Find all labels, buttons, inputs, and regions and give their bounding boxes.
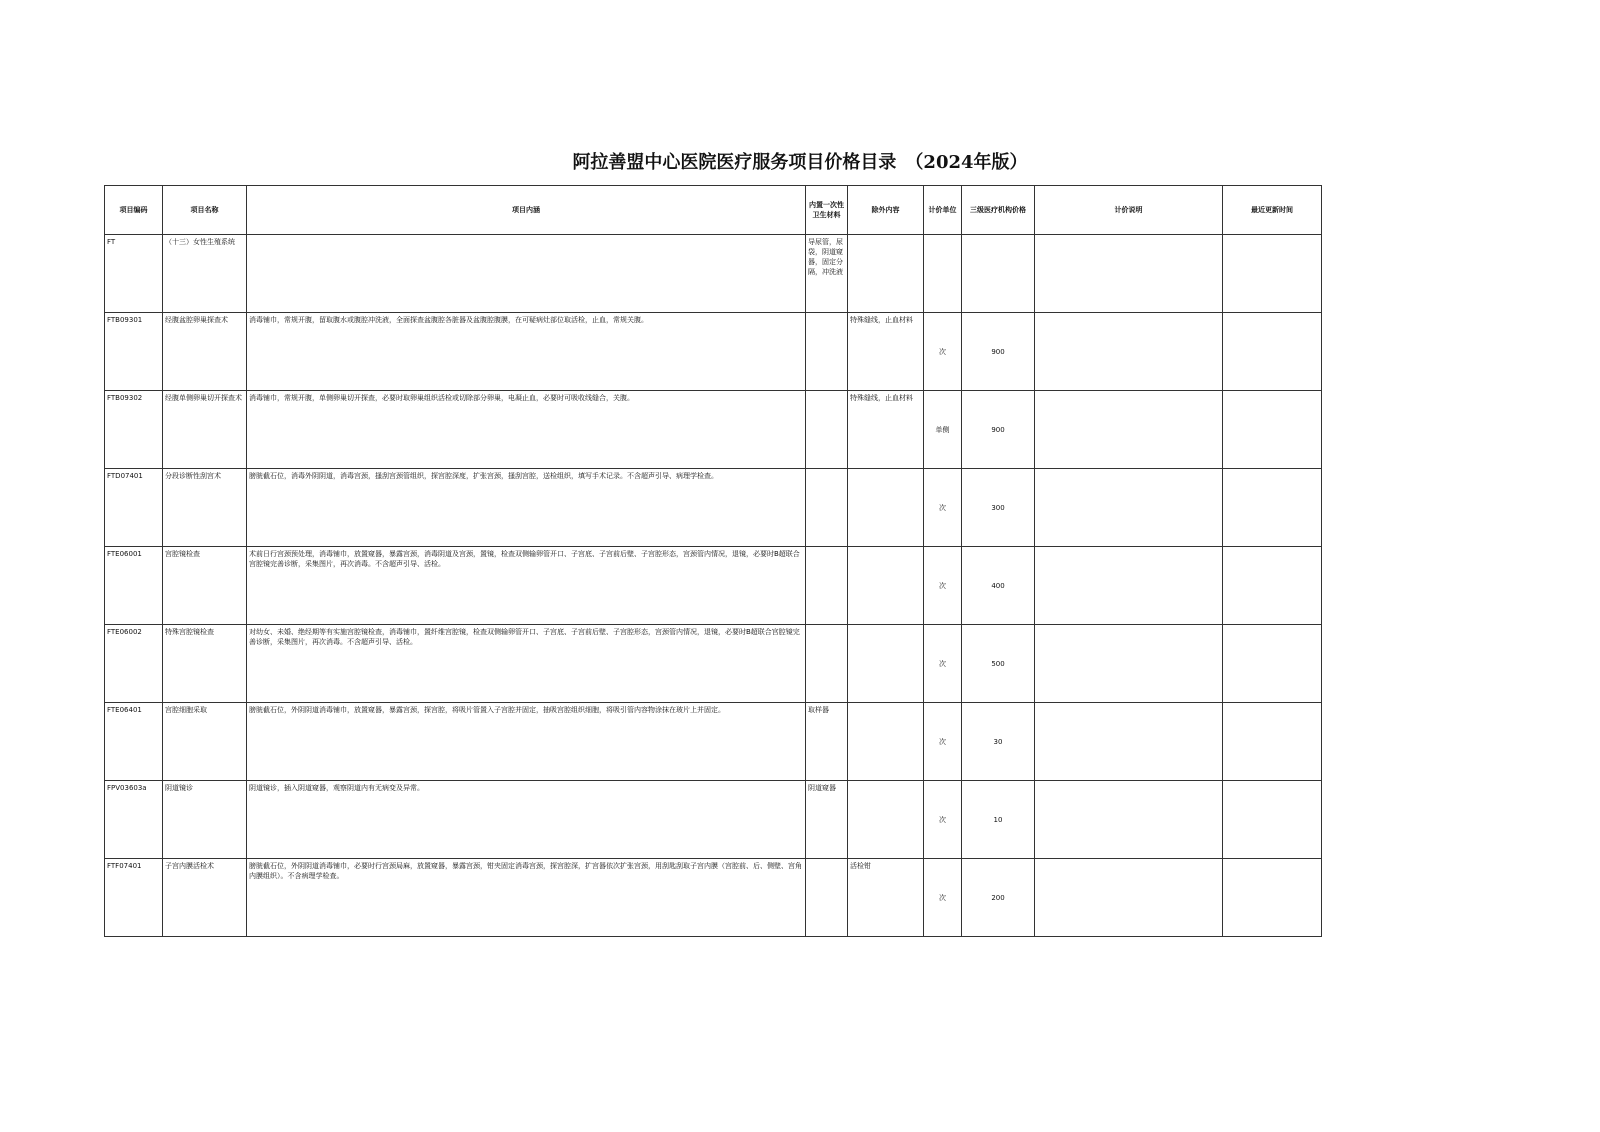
cell-name: （十三）女性生殖系统 — [163, 235, 247, 313]
cell-exclude — [848, 625, 924, 703]
cell-content — [247, 235, 806, 313]
header-code: 项目编码 — [105, 186, 163, 235]
cell-content: 膀胱截石位，消毒外阴阴道，消毒宫颈，搔刮宫颈管组织，探宫腔深度，扩张宫颈，搔刮宫腔，送检组织，填写手术记录。不含超声引导、病理学检查。 — [247, 469, 806, 547]
cell-exclude: 活检钳 — [848, 859, 924, 937]
table-row — [105, 391, 1322, 469]
header-name: 项目名称 — [163, 186, 247, 235]
cell-updated — [1223, 625, 1322, 703]
cell-updated — [1223, 313, 1322, 391]
cell-updated — [1223, 859, 1322, 937]
cell-content: 消毒铺巾，常规开腹，留取腹水或腹腔冲洗液，全面探查盆腹腔各脏器及盆腹腔腹膜，在可疑病灶部位取活检，止血，常规关腹。 — [247, 313, 806, 391]
cell-unit: 次 — [924, 313, 962, 391]
table-row — [105, 547, 1322, 625]
cell-unit: 单侧 — [924, 391, 962, 469]
cell-exclude — [848, 235, 924, 313]
cell-name: 经腹单侧卵巢切开探查术 — [163, 391, 247, 469]
cell-exclude — [848, 469, 924, 547]
cell-exclude — [848, 547, 924, 625]
cell-exclude: 特殊缝线，止血材料 — [848, 313, 924, 391]
header-exclude: 除外内容 — [848, 186, 924, 235]
cell-exclude — [848, 781, 924, 859]
cell-note — [1035, 469, 1223, 547]
cell-material: 导尿管，尿袋，阴道窥器，固定分隔，冲洗液 — [806, 235, 848, 313]
cell-note — [1035, 703, 1223, 781]
table-row — [105, 703, 1322, 781]
cell-content: 消毒铺巾，常规开腹，单侧卵巢切开探查，必要时取卵巢组织活检或切除部分卵巢，电凝止血，必要时可吸收线缝合，关腹。 — [247, 391, 806, 469]
cell-material: 阴道窥器 — [806, 781, 848, 859]
cell-code: FTE06401 — [105, 703, 163, 781]
cell-code: FT — [105, 235, 163, 313]
cell-name: 宫腔细胞采取 — [163, 703, 247, 781]
table-row — [105, 235, 1322, 313]
cell-name: 分段诊断性刮宫术 — [163, 469, 247, 547]
cell-exclude: 特殊缝线，止血材料 — [848, 391, 924, 469]
cell-code: FPV03603a — [105, 781, 163, 859]
header-unit: 计价单位 — [924, 186, 962, 235]
cell-note — [1035, 235, 1223, 313]
cell-material: 取样器 — [806, 703, 848, 781]
header-content: 项目内涵 — [247, 186, 806, 235]
cell-note — [1035, 391, 1223, 469]
cell-code: FTF07401 — [105, 859, 163, 937]
table-row — [105, 313, 1322, 391]
cell-material — [806, 547, 848, 625]
cell-name: 宫腔镜检查 — [163, 547, 247, 625]
header-updated: 最近更新时间 — [1223, 186, 1322, 235]
table-row — [105, 625, 1322, 703]
cell-code: FTE06002 — [105, 625, 163, 703]
cell-price: 10 — [962, 781, 1035, 859]
cell-code: FTB09302 — [105, 391, 163, 469]
cell-note — [1035, 313, 1223, 391]
cell-price: 900 — [962, 313, 1035, 391]
cell-updated — [1223, 469, 1322, 547]
cell-material — [806, 859, 848, 937]
cell-note — [1035, 781, 1223, 859]
cell-updated — [1223, 391, 1322, 469]
cell-price: 400 — [962, 547, 1035, 625]
cell-price: 900 — [962, 391, 1035, 469]
cell-unit: 次 — [924, 781, 962, 859]
cell-updated — [1223, 547, 1322, 625]
cell-updated — [1223, 703, 1322, 781]
cell-note — [1035, 547, 1223, 625]
cell-unit: 次 — [924, 625, 962, 703]
header-material: 内置一次性卫生材料 — [806, 186, 848, 235]
cell-code: FTB09301 — [105, 313, 163, 391]
cell-price: 30 — [962, 703, 1035, 781]
cell-name: 子宫内膜活检术 — [163, 859, 247, 937]
cell-unit: 次 — [924, 547, 962, 625]
table-row — [105, 781, 1322, 859]
cell-unit — [924, 235, 962, 313]
cell-updated — [1223, 781, 1322, 859]
table-row — [105, 859, 1322, 937]
cell-unit: 次 — [924, 703, 962, 781]
page-title: 阿拉善盟中心医院医疗服务项目价格目录 （2024年版） — [572, 152, 1028, 173]
cell-unit: 次 — [924, 469, 962, 547]
cell-material — [806, 625, 848, 703]
cell-code: FTD07401 — [105, 469, 163, 547]
cell-exclude — [848, 703, 924, 781]
cell-name: 特殊宫腔镜检查 — [163, 625, 247, 703]
cell-price: 300 — [962, 469, 1035, 547]
cell-note — [1035, 859, 1223, 937]
cell-content: 术前日行宫颈预处理，消毒铺巾，放置窥器，暴露宫颈，消毒阴道及宫颈，置镜，检查双侧输卵管开口、子宫底、子宫前后壁、子宫腔形态，宫颈管内情况，退镜，必要时B超联合宫腔镜完善诊断，采集图片，再次消毒。不含超声引导、活检。 — [247, 547, 806, 625]
header-price: 三级医疗机构价格 — [962, 186, 1035, 235]
table-header-row — [105, 186, 1322, 235]
cell-content: 阴道镜诊，插入阴道窥器，观察阴道内有无病变及异常。 — [247, 781, 806, 859]
cell-material — [806, 391, 848, 469]
cell-material — [806, 469, 848, 547]
cell-note — [1035, 625, 1223, 703]
cell-updated — [1223, 235, 1322, 313]
table-row — [105, 469, 1322, 547]
cell-name: 阴道镜诊 — [163, 781, 247, 859]
cell-content: 对幼女、未婚、绝经期等有实施宫腔镜检查，消毒铺巾，置纤维宫腔镜，检查双侧输卵管开口、子宫底、子宫前后壁、子宫腔形态，宫颈管内情况，退镜，必要时B超联合宫腔镜完善诊断，采集图片，再次消毒。不含超声引导、活检。 — [247, 625, 806, 703]
cell-name: 经腹盆腔卵巢探查术 — [163, 313, 247, 391]
cell-code: FTE06001 — [105, 547, 163, 625]
cell-price: 500 — [962, 625, 1035, 703]
cell-price — [962, 235, 1035, 313]
cell-material — [806, 313, 848, 391]
cell-content: 膀胱截石位，外阴阴道消毒铺巾，放置窥器，暴露宫颈，探宫腔，将吸片管置入子宫腔并固定，抽吸宫腔组织细胞，将吸引管内容物涂抹在玻片上并固定。 — [247, 703, 806, 781]
cell-unit: 次 — [924, 859, 962, 937]
price-table — [104, 185, 1322, 937]
cell-content: 膀胱截石位，外阴阴道消毒铺巾，必要时行宫颈局麻，放置窥器，暴露宫颈，钳夹固定消毒宫颈，探宫腔深，扩宫器依次扩张宫颈，用刮匙刮取子宫内膜（宫腔前、后、侧壁、宫角内膜组织）。不含病理学检查。 — [247, 859, 806, 937]
cell-price: 200 — [962, 859, 1035, 937]
header-note: 计价说明 — [1035, 186, 1223, 235]
